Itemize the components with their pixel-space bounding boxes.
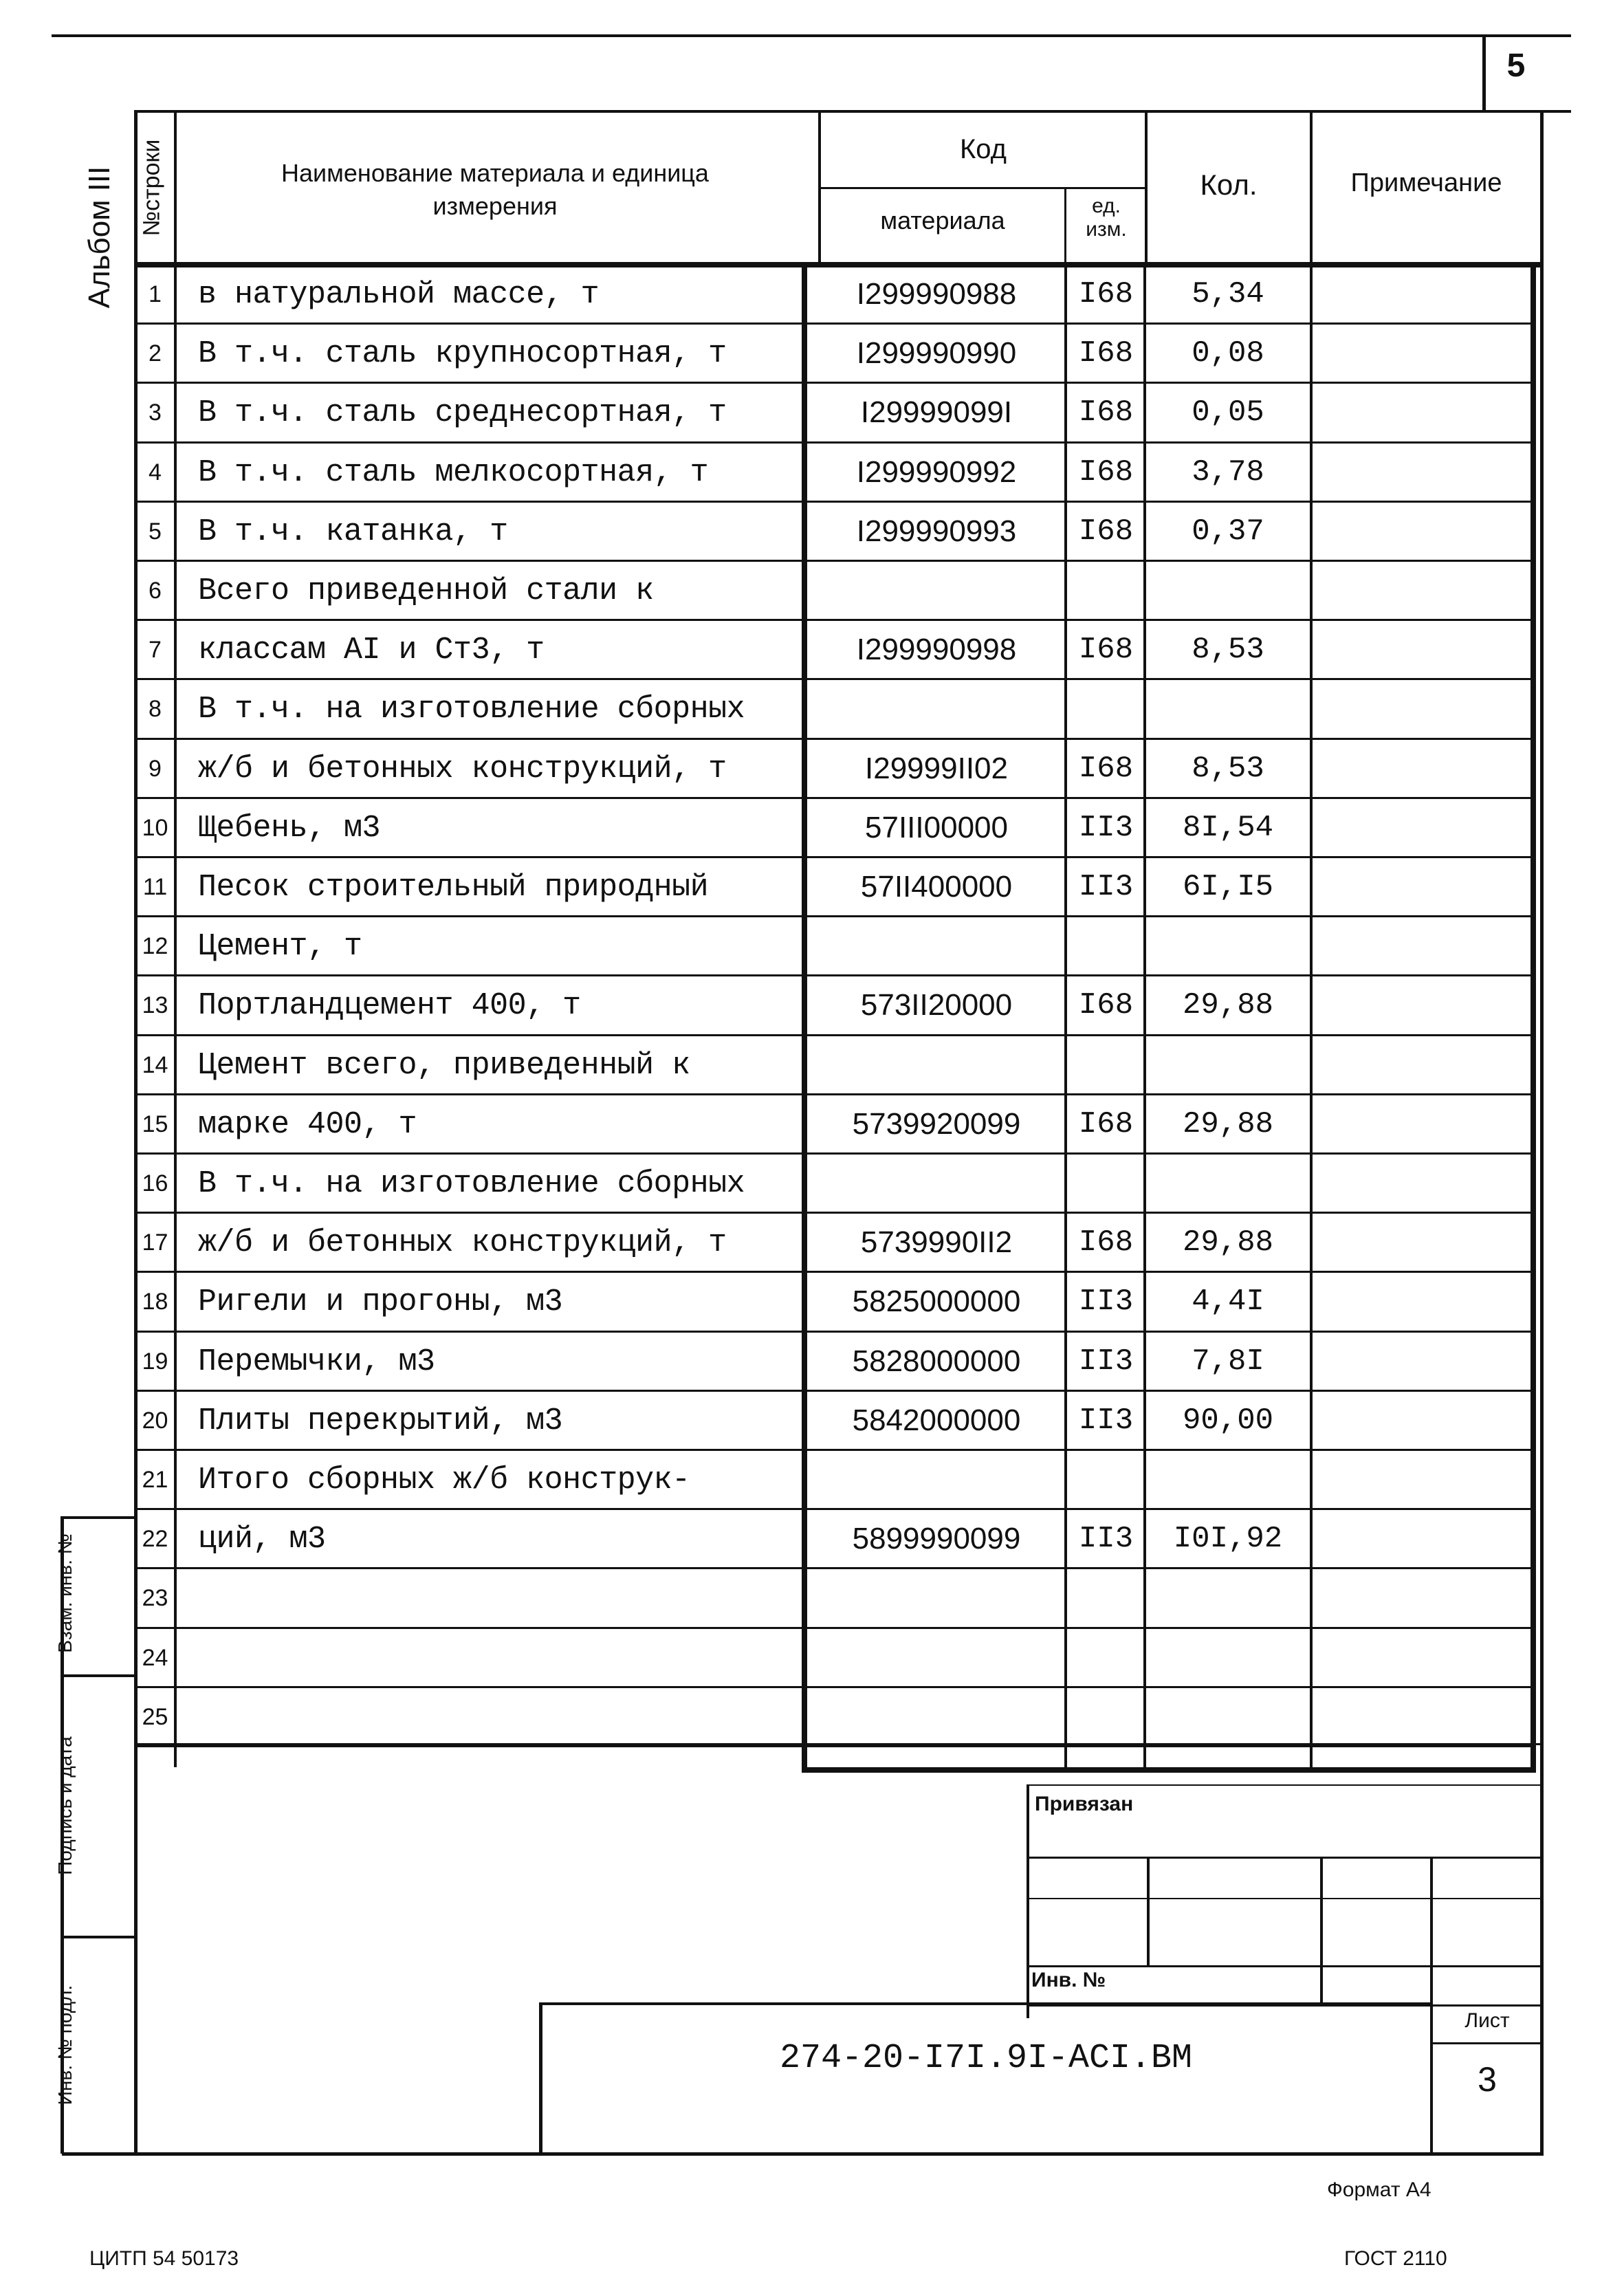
row-quantity: 3,78 <box>1192 455 1264 490</box>
header-row-no: №строки <box>138 139 165 237</box>
header-qty: Кол. <box>1200 168 1258 201</box>
stamp-grid-col-2 <box>1320 1857 1323 2007</box>
header-divider-unit <box>1064 187 1066 265</box>
row-number: 14 <box>142 1051 168 1078</box>
row-number: 17 <box>142 1229 168 1256</box>
row-material-code <box>810 679 1063 739</box>
row-name: Песок строительный природный <box>198 869 709 905</box>
row-name: классам АI и Ст3, т <box>198 632 545 668</box>
margin-podpis: Подпись и дата <box>54 1736 76 1875</box>
row-number: 25 <box>142 1703 168 1730</box>
col-rule-code <box>802 265 807 1770</box>
row-name: В т.ч. на изготовление сборных <box>198 691 745 727</box>
row-material-code: 573II20000 <box>860 988 1013 1022</box>
row-material-code: 57II400000 <box>860 870 1013 904</box>
row-name: ций, м3 <box>198 1521 326 1557</box>
row-material-code <box>810 1450 1063 1509</box>
row-unit-code: II3 <box>1078 1344 1134 1379</box>
row-material-code: 5825000000 <box>852 1284 1021 1318</box>
row-material-code <box>810 1628 1063 1687</box>
row-material-code: 5739990II2 <box>860 1225 1013 1259</box>
stamp-privyazan: Привязан <box>1035 1793 1134 1815</box>
stamp-code-left <box>539 2002 542 2154</box>
row-unit-code: I68 <box>1078 514 1134 549</box>
row-quantity: I0I,92 <box>1173 1522 1283 1556</box>
row-quantity <box>1148 679 1308 739</box>
row-number: 19 <box>142 1348 168 1375</box>
row-number: 24 <box>142 1644 168 1671</box>
stamp-grid-col-3 <box>1430 1857 1433 2007</box>
row-material-code <box>810 561 1063 620</box>
row-unit-code: I68 <box>1078 455 1134 490</box>
row-quantity: 8,53 <box>1192 752 1264 786</box>
stamp-grid-col-1 <box>1147 1857 1150 1967</box>
row-material-code <box>810 1036 1063 1095</box>
row-number: 6 <box>149 577 162 604</box>
format-label: Формат А4 <box>1327 2178 1431 2201</box>
stamp-grid-rule-2 <box>1028 1898 1540 1899</box>
row-name: В т.ч. сталь среднесортная, т <box>198 395 727 430</box>
header-unit: ед. изм. <box>1086 195 1127 241</box>
header-name: Наименование материала и единица измерения <box>281 159 709 220</box>
row-quantity: 6I,I5 <box>1182 870 1274 904</box>
row-name: Плиты перекрытий, м3 <box>198 1403 563 1439</box>
row-material-code <box>810 1687 1063 1747</box>
row-unit-code <box>1067 1154 1145 1213</box>
stamp-privyazan-left <box>1027 1784 1029 2018</box>
row-name: Итого сборных ж/б конструк- <box>198 1462 690 1498</box>
row-name: Щебень, м3 <box>198 810 381 846</box>
row-number: 15 <box>142 1111 168 1137</box>
row-unit-code: II3 <box>1078 811 1134 845</box>
row-unit-code <box>1067 917 1145 976</box>
row-unit-code <box>1067 1628 1145 1687</box>
row-quantity <box>1148 1450 1308 1509</box>
row-unit-code: I68 <box>1078 336 1134 371</box>
row-unit-code: I68 <box>1078 277 1134 311</box>
frame-right <box>1540 110 1544 2154</box>
row-material-code: I299990988 <box>856 277 1017 311</box>
row-number: 2 <box>149 340 162 367</box>
row-unit-code: II3 <box>1078 1403 1134 1438</box>
stamp-list-label: Лист <box>1464 2009 1510 2032</box>
row-number: 23 <box>142 1584 168 1611</box>
row-name: в натуральной массе, т <box>198 276 600 312</box>
row-number: 1 <box>149 281 162 307</box>
row-quantity: 0,37 <box>1192 514 1264 549</box>
stamp-grid-rule-1 <box>1028 1857 1540 1859</box>
row-quantity: 7,8I <box>1192 1344 1264 1379</box>
row-name: ж/б и бетонных конструкций, т <box>198 751 727 787</box>
row-unit-code <box>1067 1687 1145 1747</box>
row-quantity <box>1148 917 1308 976</box>
row-name: Цемент всего, приведенный к <box>198 1047 690 1083</box>
row-number: 8 <box>149 695 162 722</box>
row-unit-code: I68 <box>1078 988 1134 1023</box>
stamp-list-left <box>1430 2002 1433 2154</box>
row-material-code <box>810 1154 1063 1213</box>
row-quantity <box>1148 1628 1308 1687</box>
row-number: 20 <box>142 1407 168 1434</box>
row-number: 7 <box>149 636 162 663</box>
row-number: 21 <box>142 1466 168 1493</box>
stamp-code-top <box>539 2002 1433 2005</box>
row-name: ж/б и бетонных конструкций, т <box>198 1225 727 1260</box>
margin-rule-2 <box>61 1674 136 1677</box>
album-label: Альбом III <box>83 166 116 309</box>
row-unit-code: I68 <box>1078 633 1134 667</box>
row-material-code: I29999II02 <box>865 752 1008 785</box>
col-rule-right <box>1530 265 1536 1770</box>
top-rule <box>52 34 1571 37</box>
row-name: Ригели и прогоны, м3 <box>198 1284 563 1320</box>
row-name: Перемычки, м3 <box>198 1344 435 1379</box>
row-name <box>198 1628 796 1687</box>
row-name: Цемент, т <box>198 928 362 964</box>
row-number: 18 <box>142 1288 168 1315</box>
row-quantity: 0,05 <box>1192 395 1264 430</box>
row-number: 13 <box>142 992 168 1018</box>
row-quantity: 29,88 <box>1182 988 1274 1023</box>
row-material-code: I29999099I <box>860 395 1013 429</box>
stamp-list-no: 3 <box>1478 2060 1497 2099</box>
footer-left: ЦИТП 54 50173 <box>89 2247 239 2270</box>
header-note: Примечание <box>1350 168 1502 197</box>
row-material-code: 5739920099 <box>852 1107 1021 1141</box>
row-quantity: 29,88 <box>1182 1107 1274 1141</box>
row-number: 12 <box>142 932 168 959</box>
row-number: 16 <box>142 1170 168 1196</box>
row-material-code: 5828000000 <box>852 1344 1021 1378</box>
stamp-top-rule <box>134 1743 1544 1745</box>
row-unit-code <box>1067 679 1145 739</box>
row-quantity: 8I,54 <box>1182 811 1274 845</box>
row-quantity: 0,08 <box>1192 336 1264 371</box>
footer-right: ГОСТ 2110 <box>1344 2247 1447 2270</box>
row-unit-code: II3 <box>1078 1284 1134 1319</box>
row-quantity <box>1148 1568 1308 1628</box>
page-number-box-left <box>1482 34 1486 111</box>
row-unit-code <box>1067 1568 1145 1628</box>
col-rule-note <box>1310 265 1313 1767</box>
row-quantity: 4,4I <box>1192 1284 1264 1319</box>
row-unit-code: I68 <box>1078 1225 1134 1260</box>
stamp-privyazan-top <box>1028 1784 1540 1786</box>
row-material-code: 5842000000 <box>852 1403 1021 1437</box>
page-number: 5 <box>1506 47 1526 84</box>
row-number: 4 <box>149 459 162 485</box>
row-material-code: I299990992 <box>856 455 1017 489</box>
margin-inv-podl: Инв. № подл. <box>54 1985 76 2106</box>
row-material-code: 57III00000 <box>865 811 1008 844</box>
row-number: 11 <box>142 873 168 900</box>
header-code: Код <box>959 134 1007 164</box>
row-quantity <box>1148 1154 1308 1213</box>
row-unit-code: II3 <box>1078 870 1134 904</box>
row-name: Всего приведенной стали к <box>198 573 654 609</box>
row-unit-code: I68 <box>1078 752 1134 786</box>
row-material-code <box>810 1568 1063 1628</box>
row-number: 10 <box>142 814 168 841</box>
row-unit-code: I68 <box>1078 1107 1134 1141</box>
row-number: 22 <box>142 1525 168 1552</box>
row-name: В т.ч. на изготовление сборных <box>198 1166 745 1201</box>
row-unit-code: II3 <box>1078 1522 1134 1556</box>
row-name: Портландцемент 400, т <box>198 987 581 1023</box>
margin-rule-3 <box>61 1936 136 1938</box>
row-name: марке 400, т <box>198 1106 417 1142</box>
header-code-subrule <box>818 187 1147 189</box>
stamp-list-rule <box>1430 2042 1544 2044</box>
row-material-code: 5899990099 <box>852 1522 1021 1555</box>
row-quantity: 29,88 <box>1182 1225 1274 1260</box>
row-number: 5 <box>149 518 162 545</box>
row-quantity: 90,00 <box>1182 1403 1274 1438</box>
row-name <box>198 1568 796 1628</box>
row-material-code: I299990993 <box>856 514 1017 548</box>
rowno-col-divider <box>174 110 177 1767</box>
stamp-inv-no: Инв. № <box>1031 1969 1106 1991</box>
frame-bottom <box>62 2152 1544 2156</box>
row-material-code: I299990990 <box>856 336 1017 370</box>
row-name: В т.ч. сталь крупносортная, т <box>198 336 727 371</box>
row-number: 3 <box>149 399 162 426</box>
row-quantity <box>1148 561 1308 620</box>
table-body-bottom-rule <box>802 1767 1536 1773</box>
row-quantity <box>1148 1687 1308 1747</box>
row-unit-code <box>1067 1450 1145 1509</box>
margin-inv-zam: Взам. инв. № <box>54 1533 76 1653</box>
row-name <box>198 1687 796 1747</box>
stamp-grid-rule-3 <box>1028 1965 1540 1967</box>
row-unit-code <box>1067 561 1145 620</box>
frame-top <box>134 110 1571 113</box>
row-quantity: 8,53 <box>1192 633 1264 667</box>
row-unit-code <box>1067 1036 1145 1095</box>
stamp-doc-code: 274-20-I7I.9I-АСI.ВМ <box>779 2039 1193 2078</box>
row-material-code <box>810 917 1063 976</box>
row-quantity <box>1148 1036 1308 1095</box>
row-unit-code: I68 <box>1078 395 1134 430</box>
header-material: материала <box>880 206 1005 234</box>
row-name: В т.ч. катанка, т <box>198 514 508 549</box>
row-quantity: 5,34 <box>1192 277 1264 311</box>
row-name: В т.ч. сталь мелкосортная, т <box>198 455 709 490</box>
row-material-code: I299990998 <box>856 633 1017 666</box>
row-number: 9 <box>149 755 162 782</box>
